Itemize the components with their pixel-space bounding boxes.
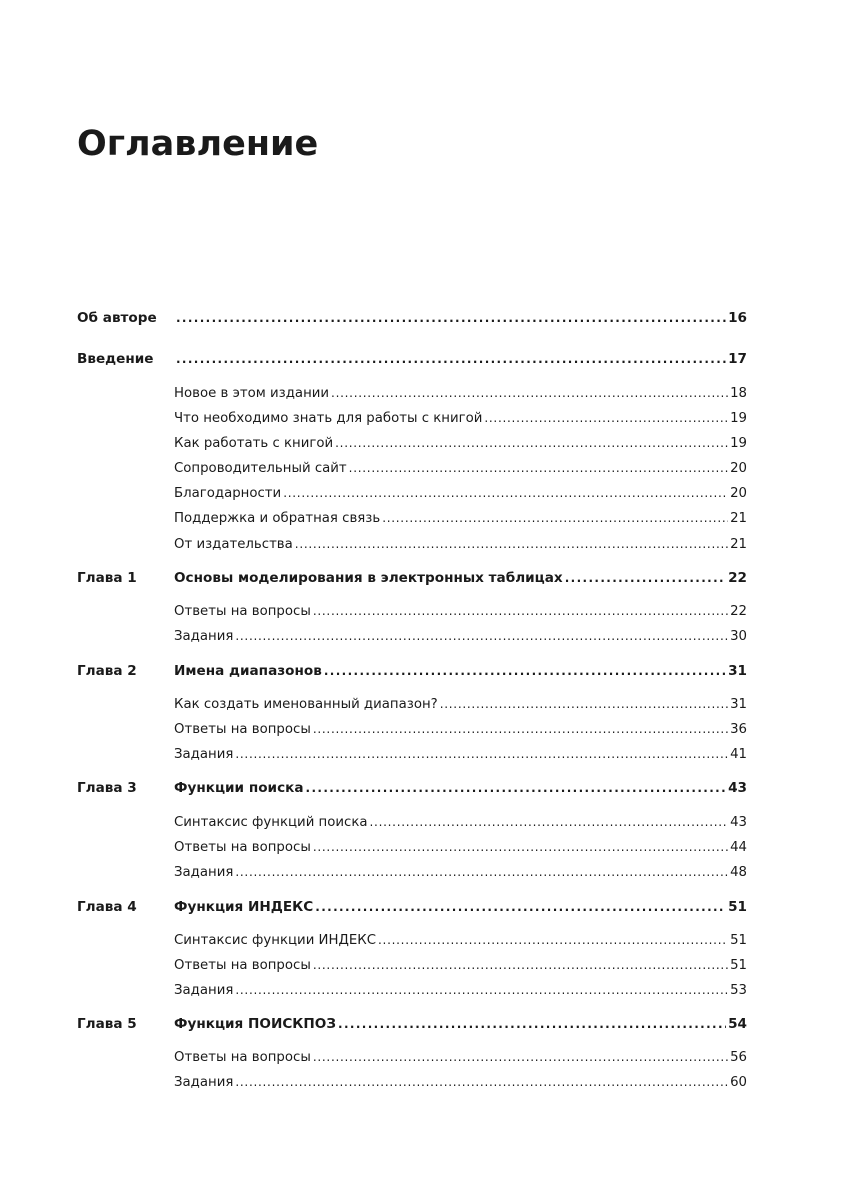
toc-entry-title: Функция ИНДЕКС	[174, 899, 314, 915]
dot-leader	[313, 837, 728, 857]
dot-leader	[176, 349, 726, 369]
dot-leader	[235, 626, 728, 646]
toc-entry-title: Основы моделирования в электронных таблицах	[174, 570, 563, 586]
dot-leader	[331, 383, 728, 403]
toc-chapter-entry[interactable]	[77, 568, 747, 588]
toc-entry-label: Глава 5	[77, 1016, 137, 1032]
toc-page-number: 51	[730, 933, 747, 948]
toc-section-entry[interactable]	[174, 812, 747, 832]
toc-section-entry[interactable]	[174, 930, 747, 950]
dot-leader	[295, 534, 728, 554]
dot-leader	[565, 568, 726, 588]
dot-leader	[235, 744, 728, 764]
toc-section-entry[interactable]	[174, 862, 747, 882]
toc-section-entry[interactable]	[174, 719, 747, 739]
toc-entry-title: Ответы на вопросы	[174, 1050, 311, 1065]
page-title: Оглавление	[77, 124, 319, 164]
toc-page-number: 44	[730, 840, 747, 855]
dot-leader	[338, 1014, 726, 1034]
toc-page-number: 21	[730, 511, 747, 526]
toc-page-number: 22	[730, 604, 747, 619]
toc-section-entry[interactable]	[174, 601, 747, 621]
toc-entry-title: Синтаксис функции ИНДЕКС	[174, 933, 377, 948]
toc-entry-title: Задания	[174, 1075, 234, 1090]
toc-page-number: 51	[730, 958, 747, 973]
dot-leader	[313, 1047, 728, 1067]
toc-page-number: 36	[730, 722, 747, 737]
toc-section-entry[interactable]	[174, 980, 747, 1000]
toc-entry-title: Задания	[174, 865, 234, 880]
toc-page-number: 17	[728, 351, 747, 367]
toc-page-number: 41	[730, 747, 747, 762]
toc-page-number: 19	[730, 436, 747, 451]
toc-chapter-entry[interactable]	[77, 308, 747, 328]
toc-entry-title: Задания	[174, 629, 234, 644]
toc-page-number: 22	[728, 570, 747, 586]
toc-section-entry[interactable]	[174, 483, 747, 503]
toc-entry-title: От издательства	[174, 537, 293, 552]
toc-section-entry[interactable]	[174, 694, 747, 714]
toc-section-entry[interactable]	[174, 508, 747, 528]
toc-page-number: 31	[728, 663, 747, 679]
toc-page-number: 21	[730, 537, 747, 552]
dot-leader	[370, 812, 729, 832]
toc-section-entry[interactable]	[174, 955, 747, 975]
toc-entry-title: Что необходимо знать для работы с книгой	[174, 411, 483, 426]
dot-leader	[235, 862, 728, 882]
toc-chapter-entry[interactable]	[77, 1014, 747, 1034]
dot-leader	[313, 719, 728, 739]
toc-page-number: 53	[730, 983, 747, 998]
toc-entry-label: Об авторе	[77, 310, 157, 326]
dot-leader	[335, 433, 728, 453]
dot-leader	[235, 980, 728, 1000]
toc-page-number: 60	[730, 1075, 747, 1090]
dot-leader	[382, 508, 728, 528]
toc-section-entry[interactable]	[174, 626, 747, 646]
toc-section-entry[interactable]	[174, 744, 747, 764]
dot-leader	[306, 778, 727, 798]
dot-leader	[313, 955, 728, 975]
toc-entry-label: Введение	[77, 351, 154, 367]
toc-section-entry[interactable]	[174, 383, 747, 403]
toc-chapter-entry[interactable]	[77, 897, 747, 917]
toc-entry-title: Новое в этом издании	[174, 386, 330, 401]
dot-leader	[484, 408, 728, 428]
toc-page-number: 20	[730, 486, 747, 501]
toc-entry-label: Глава 4	[77, 899, 137, 915]
toc-entry-title: Поддержка и обратная связь	[174, 511, 381, 526]
toc-page-number: 43	[728, 780, 747, 796]
toc-section-entry[interactable]	[174, 408, 747, 428]
toc-page-number: 20	[730, 461, 747, 476]
toc-entry-title: Имена диапазонов	[174, 663, 322, 679]
toc-page-number: 19	[730, 411, 747, 426]
toc-page-number: 30	[730, 629, 747, 644]
toc-entry-title: Функции поиска	[174, 780, 304, 796]
dot-leader	[440, 694, 728, 714]
toc-section-entry[interactable]	[174, 837, 747, 857]
dot-leader	[324, 661, 726, 681]
dot-leader	[349, 458, 728, 478]
toc-page-number: 31	[730, 697, 747, 712]
toc-entry-title: Ответы на вопросы	[174, 840, 311, 855]
toc-entry-title: Задания	[174, 983, 234, 998]
toc-section-entry[interactable]	[174, 1072, 747, 1092]
toc-entry-title: Ответы на вопросы	[174, 958, 311, 973]
toc-entry-label: Глава 1	[77, 570, 137, 586]
toc-page-number: 56	[730, 1050, 747, 1065]
toc-entry-title: Задания	[174, 747, 234, 762]
toc-page-number: 43	[730, 815, 747, 830]
toc-entry-title: Ответы на вопросы	[174, 722, 311, 737]
toc-section-entry[interactable]	[174, 433, 747, 453]
toc-page-number: 48	[730, 865, 747, 880]
toc-chapter-entry[interactable]	[77, 778, 747, 798]
toc-chapter-entry[interactable]	[77, 349, 747, 369]
toc-chapter-entry[interactable]	[77, 661, 747, 681]
toc-section-entry[interactable]	[174, 1047, 747, 1067]
dot-leader	[313, 601, 728, 621]
dot-leader	[176, 308, 726, 328]
dot-leader	[283, 483, 728, 503]
dot-leader	[235, 1072, 728, 1092]
dot-leader	[315, 897, 726, 917]
toc-entry-title: Функция ПОИСКПОЗ	[174, 1016, 337, 1032]
toc-entry-title: Благодарности	[174, 486, 282, 501]
toc-entry-label: Глава 2	[77, 663, 137, 679]
toc-entry-title: Сопроводительный сайт	[174, 461, 347, 476]
toc-page-number: 16	[728, 310, 747, 326]
toc-page-number: 51	[728, 899, 747, 915]
toc-entry-label: Глава 3	[77, 780, 137, 796]
dot-leader	[378, 930, 728, 950]
toc-entry-title: Ответы на вопросы	[174, 604, 311, 619]
toc-entry-title: Как работать с книгой	[174, 436, 334, 451]
toc-section-entry[interactable]	[174, 534, 747, 554]
toc-page-number: 18	[730, 386, 747, 401]
toc-page-number: 54	[728, 1016, 747, 1032]
toc-entry-title: Синтаксис функций поиска	[174, 815, 368, 830]
toc-entry-title: Как создать именованный диапазон?	[174, 697, 438, 712]
toc-section-entry[interactable]	[174, 458, 747, 478]
